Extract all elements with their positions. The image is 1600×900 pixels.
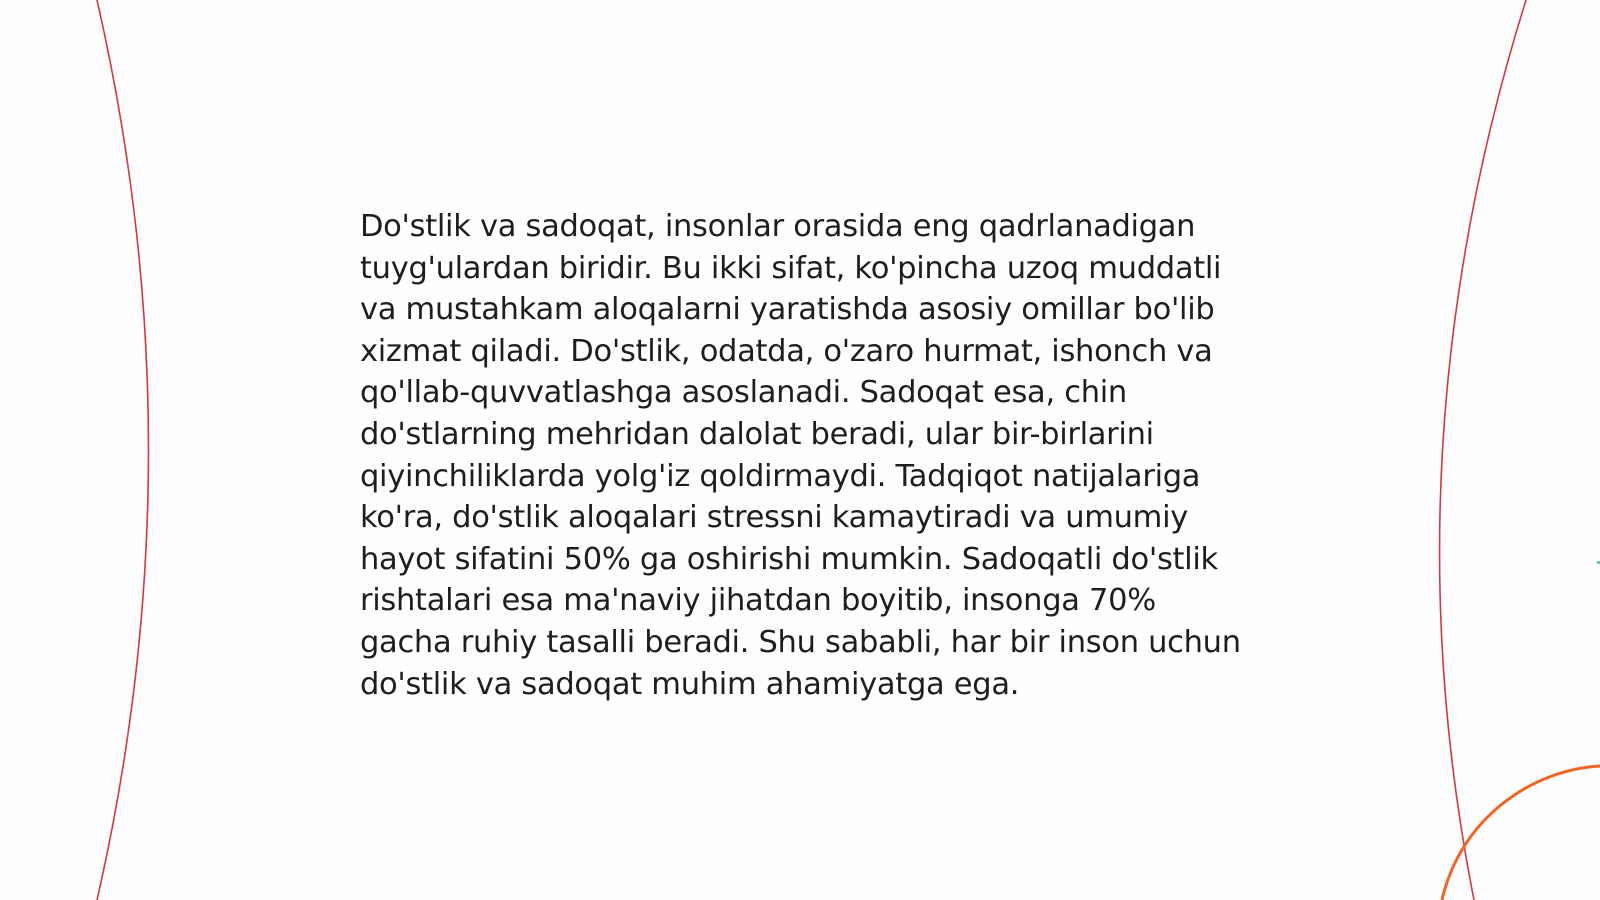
body-paragraph: Do'stlik va sadoqat, insonlar orasida eng qadrlanadigan tuyg'ulardan biridir. Bu ikki sifat, ko'pincha uzoq muddatli va mustahkam aloqalarni yaratishda asosiy omillar bo'lib xizmat qiladi. Do'stlik, odatda, o'zaro hurmat, ishonch va qo'llab-quvvatlashga asoslanadi. Sadoqat esa, chin do'stlarning mehridan dalolat beradi, ular bir-birlarini qiyinchiliklarda yolg'iz qoldirmaydi. Tadqiqot natijalariga ko'ra, do'stlik aloqalari stressni kamaytiradi va umumiy hayot sifatini 50% ga oshirishi mumkin. Sadoqatli do'stlik rishtalari esa ma'naviy jihatdan boyitib, insonga 70% gacha ruhiy tasalli beradi. Shu sababli, har bir inson uchun do'stlik va sadoqat muhim ahamiyatga ega. — [360, 209, 1241, 702]
right-arc-curve — [1440, 0, 1526, 900]
orange-corner-arc — [1442, 766, 1600, 900]
left-arc-curve — [97, 0, 149, 900]
